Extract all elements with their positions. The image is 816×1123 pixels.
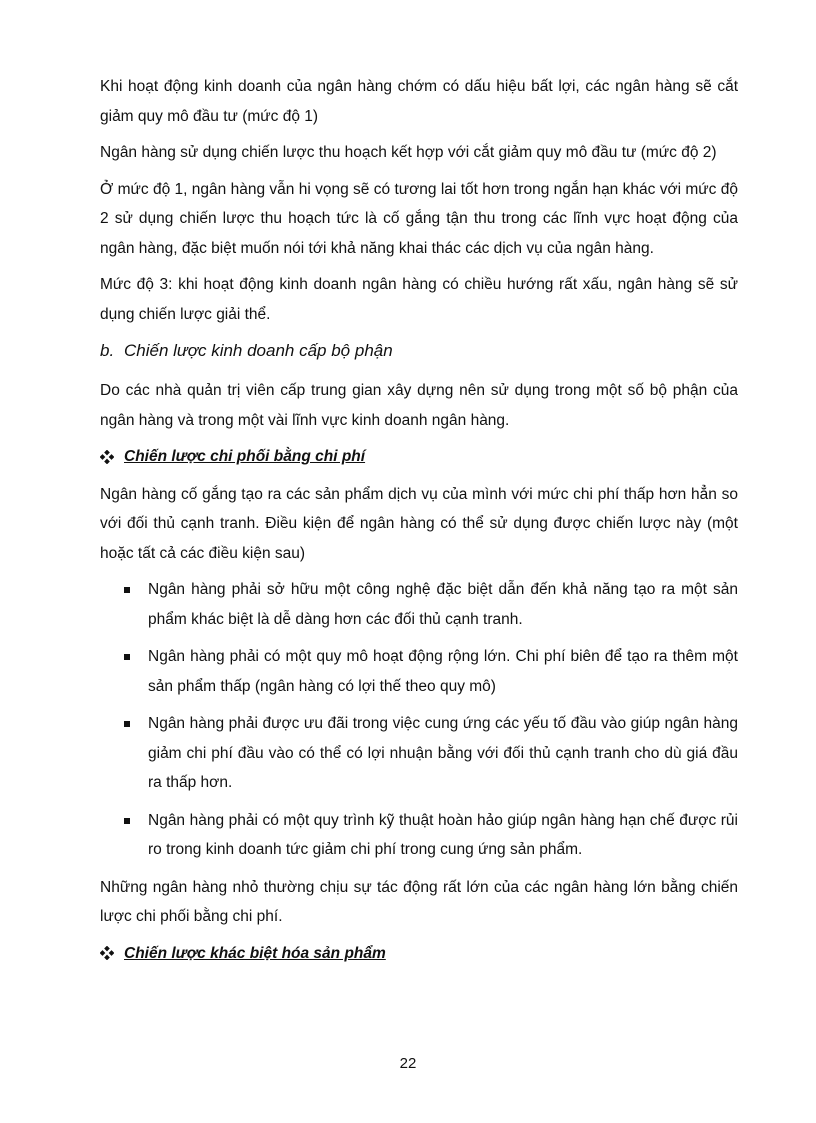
heading-text: Chiến lược khác biệt hóa sản phẩm [124, 944, 386, 962]
section-title: Chiến lược kinh doanh cấp bộ phận [124, 341, 393, 360]
document-page [100, 72, 738, 976]
square-bullet-icon [122, 642, 148, 701]
paragraph: Mức độ 3: khi hoạt động kinh doanh ngân hàng có chiều hướng rất xấu, ngân hàng sẽ sử dụng chiến lược giải thể. [100, 276, 738, 323]
strategy-heading [100, 442, 738, 472]
list-item-text: Ngân hàng phải được ưu đãi trong việc cung ứng các yếu tố đầu vào giúp ngân hàng giảm chi phí đầu vào có thể có lợi nhuận bằng với đối thủ cạnh tranh cho dù giá đầu ra thấp hơn. [148, 715, 738, 791]
list-item-text: Ngân hàng phải có một quy mô hoạt động rộng lớn. Chi phí biên để tạo ra thêm một sản phẩm thấp (ngân hàng có lợi thế theo quy mô) [148, 648, 738, 695]
paragraph: Ngân hàng cố gắng tạo ra các sản phẩm dịch vụ của mình với mức chi phí thấp hơn hẳn so với đối thủ cạnh tranh. Điều kiện để ngân hàng có thể sử dụng được chiến lược này (một hoặc tất cả các điều kiện sau) [100, 485, 738, 562]
page-number: 22 [399, 1055, 417, 1072]
list-item-text: Ngân hàng phải sở hữu một công nghệ đặc biệt dẫn đến khả năng tạo ra một sản phẩm khác biệt là dễ dàng hơn các đối thủ cạnh tranh. [148, 581, 738, 628]
section-letter: b. [100, 341, 115, 360]
conditions-list [100, 575, 738, 865]
diamond-dots-icon [100, 946, 124, 960]
diamond-dots-icon [100, 450, 124, 464]
square-bullet-icon [122, 709, 148, 798]
square-bullet-icon [122, 575, 148, 634]
paragraph: Những ngân hàng nhỏ thường chịu sự tác động rất lớn của các ngân hàng lớn bằng chiến lược chi phối bằng chi phí. [100, 878, 738, 925]
list-item-text: Ngân hàng phải có một quy trình kỹ thuật hoàn hảo giúp ngân hàng hạn chế được rủi ro trong kinh doanh tức giảm chi phí trong cung ứng sản phẩm. [148, 811, 738, 858]
paragraph: Do các nhà quản trị viên cấp trung gian xây dựng nên sử dụng trong một số bộ phận của ngân hàng và trong một vài lĩnh vực kinh doanh ngân hàng. [100, 382, 738, 429]
strategy-heading [100, 939, 738, 969]
list-item [122, 642, 738, 701]
paragraph: Khi hoạt động kinh doanh của ngân hàng chớm có dấu hiệu bất lợi, các ngân hàng sẽ cắt giảm quy mô đầu tư (mức độ 1) [100, 78, 738, 125]
square-bullet-icon [122, 806, 148, 865]
paragraph: Ngân hàng sử dụng chiến lược thu hoạch kết hợp với cắt giảm quy mô đầu tư (mức độ 2) [100, 144, 717, 161]
paragraph: Ở mức độ 1, ngân hàng vẫn hi vọng sẽ có tương lai tốt hơn trong ngắn hạn khác với mức độ 2 sử dụng chiến lược thu hoạch tức là cố gắng tận thu trong các lĩnh vực hoạt động của ngân hàng, đặc biệt muốn nói tới khả năng khai thác các dịch vụ của ngân hàng. [100, 180, 738, 257]
heading-text: Chiến lược chi phối bằng chi phí [124, 448, 366, 465]
section-heading [100, 336, 738, 366]
list-item [122, 575, 738, 634]
list-item [122, 806, 738, 865]
list-item [122, 709, 738, 798]
